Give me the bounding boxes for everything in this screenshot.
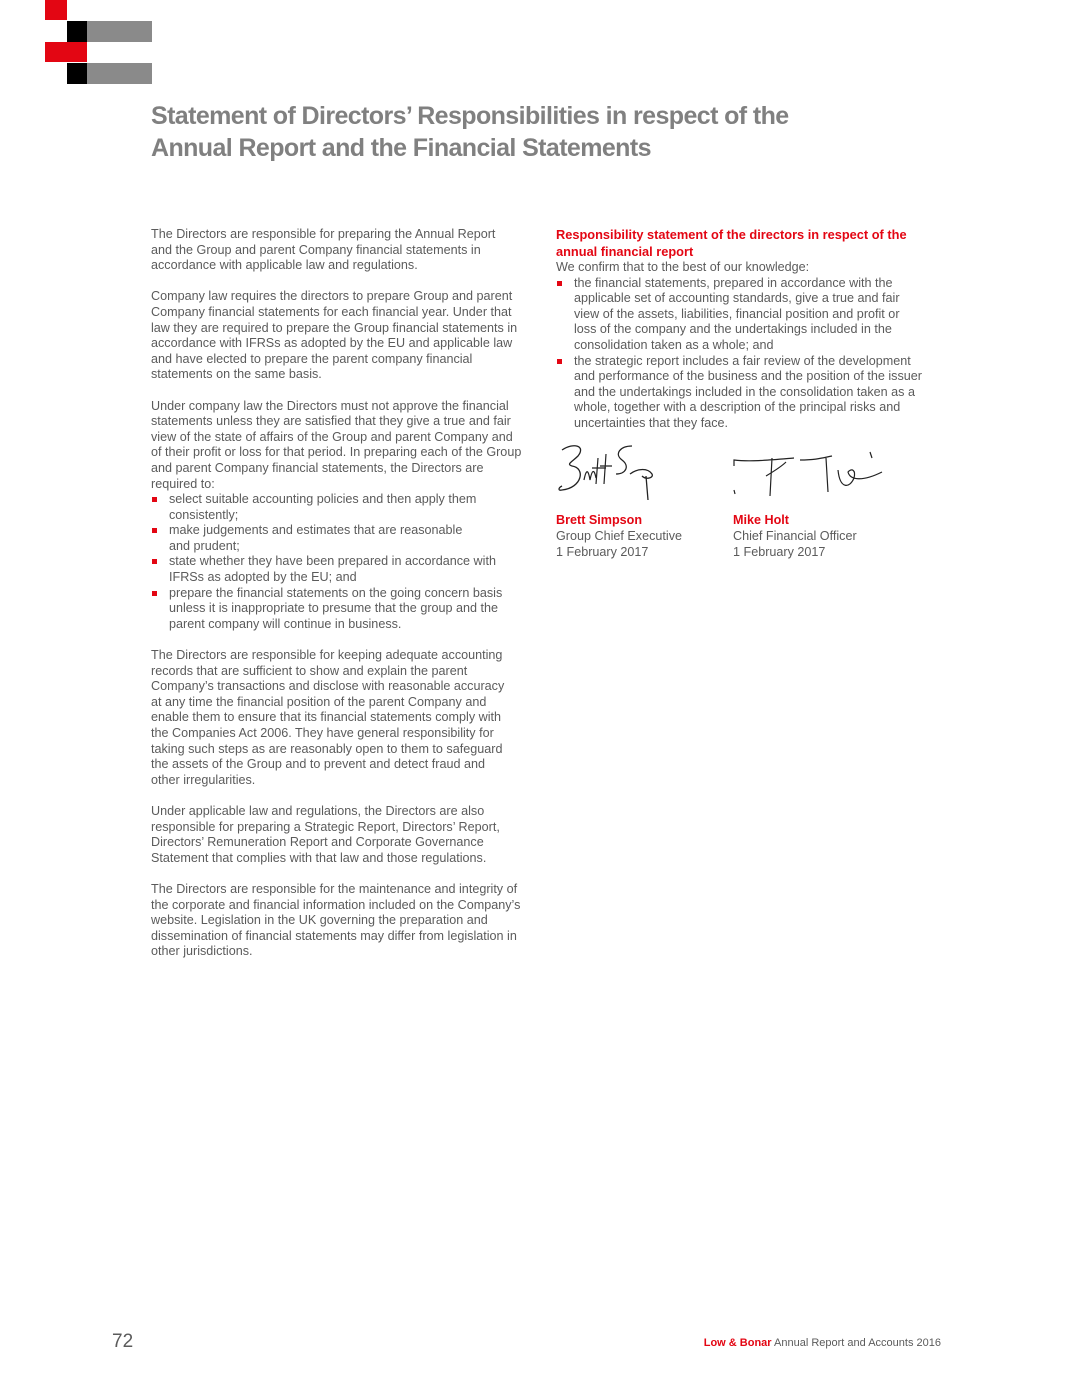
text-line: loss of the company and the undertakings included in the: [574, 322, 892, 337]
footer-brand: Low & Bonar: [703, 1337, 772, 1349]
text-line: and the undertakings included in the consolidation taken as a: [574, 384, 915, 399]
text-line: view of the assets, liabilities, financial position and profit or: [574, 306, 900, 321]
text-line: of their profit or loss for that period. In preparing each of the Group: [151, 445, 522, 460]
text-line: select suitable accounting policies and then apply them: [169, 492, 477, 507]
bullet-square-icon: [152, 591, 157, 596]
bullet-square-icon: [152, 497, 157, 502]
list-item: [151, 523, 541, 554]
responsibility-intro: We confirm that to the best of our knowledge:: [556, 260, 810, 274]
text-line: law they are required to prepare the Group financial statements in: [151, 320, 518, 335]
page-number: 72: [112, 1331, 134, 1352]
bullet-square-icon: [152, 559, 157, 564]
paragraph-website: [151, 882, 541, 960]
text-line: other irregularities.: [151, 772, 256, 787]
footer-publication: [704, 1337, 941, 1349]
text-line: state whether they have been prepared in accordance with: [169, 554, 496, 569]
text-line: enable them to ensure that its financial statements comply with: [151, 710, 502, 725]
text-line: Under company law the Directors must not approve the financial: [151, 398, 509, 413]
text-line: uncertainties that they face.: [574, 415, 729, 430]
responsibility-statement-heading: [556, 227, 946, 260]
list-item: [556, 354, 946, 432]
paragraph-intro: [151, 227, 541, 274]
heading-line: annual financial report: [556, 243, 694, 259]
text-line: accordance with IFRSs as adopted by the EU and applicable law: [151, 336, 513, 351]
text-line: and parent Company financial statements, the Directors are: [151, 460, 484, 475]
text-line: IFRSs as adopted by the EU; and: [169, 570, 357, 585]
text-line: Company’s transactions and disclose with reasonable accuracy: [151, 679, 505, 694]
heading-line: Responsibility statement of the directors in respect of the: [556, 227, 907, 242]
text-line: Company financial statements for each financial year. Under that: [151, 304, 512, 319]
paragraph-reports: [151, 804, 541, 866]
bullet-square-icon: [557, 359, 562, 364]
text-line: the Companies Act 2006. They have general responsibility for: [151, 726, 494, 740]
list-item: [151, 586, 541, 633]
text-line: unless it is inappropriate to presume that the group and the: [169, 601, 499, 616]
text-line: and the Group and parent Company financial statements in: [151, 242, 481, 257]
text-line: and performance of the business and the position of the issuer: [574, 369, 922, 384]
signatory-date: 1 February 2017: [733, 545, 826, 559]
text-line: taking such steps as are reasonably open to them to safeguard: [151, 741, 503, 756]
list-item: [556, 276, 946, 354]
text-line: statements on the same basis.: [151, 367, 322, 382]
bullet-square-icon: [557, 281, 562, 286]
text-line: whole, together with a description of the principal risks and: [574, 400, 901, 415]
signature-brett-simpson: [556, 440, 666, 504]
signatory-name: Mike Holt: [733, 513, 789, 527]
footer-publication-title: Annual Report and Accounts 2016: [774, 1337, 941, 1349]
text-line: at any time the financial position of the parent Company and: [151, 694, 487, 709]
text-line: The Directors are responsible for keeping adequate accounting: [151, 648, 503, 663]
text-line: parent company will continue in business.: [169, 616, 402, 631]
bullet-square-icon: [152, 528, 157, 533]
paragraph-approval: [151, 399, 541, 493]
text-line: The Directors are responsible for the maintenance and integrity of: [151, 881, 518, 896]
text-line: the financial statements, prepared in accordance with the: [574, 275, 893, 290]
text-line: view of the state of affairs of the Group and parent Company and: [151, 429, 513, 444]
signatory-name: Brett Simpson: [556, 513, 643, 527]
confirmation-list: [556, 276, 946, 432]
left-column: [151, 227, 541, 976]
text-line: required to:: [151, 476, 215, 491]
list-item: [151, 492, 541, 523]
text-line: Under applicable law and regulations, the Directors are also: [151, 803, 485, 818]
text-line: Statement that complies with that law and those regulations.: [151, 850, 487, 865]
text-line: dissemination of financial statements may differ from legislation in: [151, 928, 517, 943]
text-line: other jurisdictions.: [151, 944, 253, 959]
signatory-role: Chief Financial Officer: [733, 529, 857, 543]
signatory-block-ceo: [556, 512, 682, 560]
page-title-line-1: Statement of Directors’ Responsibilities in respect of the: [151, 102, 789, 130]
text-line: responsible for preparing a Strategic Report, Directors’ Report,: [151, 819, 500, 834]
list-item: [151, 554, 541, 585]
paragraph-company-law: [151, 289, 541, 383]
text-line: consistently;: [169, 507, 239, 522]
text-line: statements unless they are satisfied that they give a true and fair: [151, 414, 511, 429]
text-line: Company law requires the directors to prepare Group and parent: [151, 289, 513, 304]
text-line: Directors’ Remuneration Report and Corporate Governance: [151, 835, 484, 850]
paragraph-accounting-records: [151, 648, 541, 788]
text-line: make judgements and estimates that are reasonable: [169, 523, 463, 538]
text-line: consolidation taken as a whole; and: [574, 337, 774, 352]
page-title-line-2: Annual Report and the Financial Statements: [151, 134, 651, 162]
text-line: and prudent;: [169, 538, 240, 553]
text-line: the corporate and financial information included on the Company’s: [151, 897, 521, 912]
text-line: applicable set of accounting standards, give a true and fair: [574, 291, 900, 306]
right-column: [556, 227, 946, 447]
signatory-block-cfo: [733, 512, 857, 560]
signature-mike-holt: [730, 440, 885, 504]
directors-duties-list: [151, 492, 541, 632]
text-line: and have elected to prepare the parent company financial: [151, 351, 473, 366]
text-line: accordance with applicable law and regulations.: [151, 258, 418, 273]
text-line: the strategic report includes a fair review of the development: [574, 353, 911, 368]
text-line: website. Legislation in the UK governing the preparation and: [151, 913, 488, 928]
text-line: records that are sufficient to show and explain the parent: [151, 663, 468, 678]
signatory-date: 1 February 2017: [556, 545, 649, 559]
text-line: prepare the financial statements on the going concern basis: [169, 585, 503, 600]
text-line: the assets of the Group and to prevent and detect fraud and: [151, 757, 485, 772]
text-line: The Directors are responsible for preparing the Annual Report: [151, 227, 496, 241]
page-title: [151, 100, 911, 164]
company-logo-mark: [0, 0, 160, 90]
signatory-role: Group Chief Executive: [556, 529, 682, 543]
